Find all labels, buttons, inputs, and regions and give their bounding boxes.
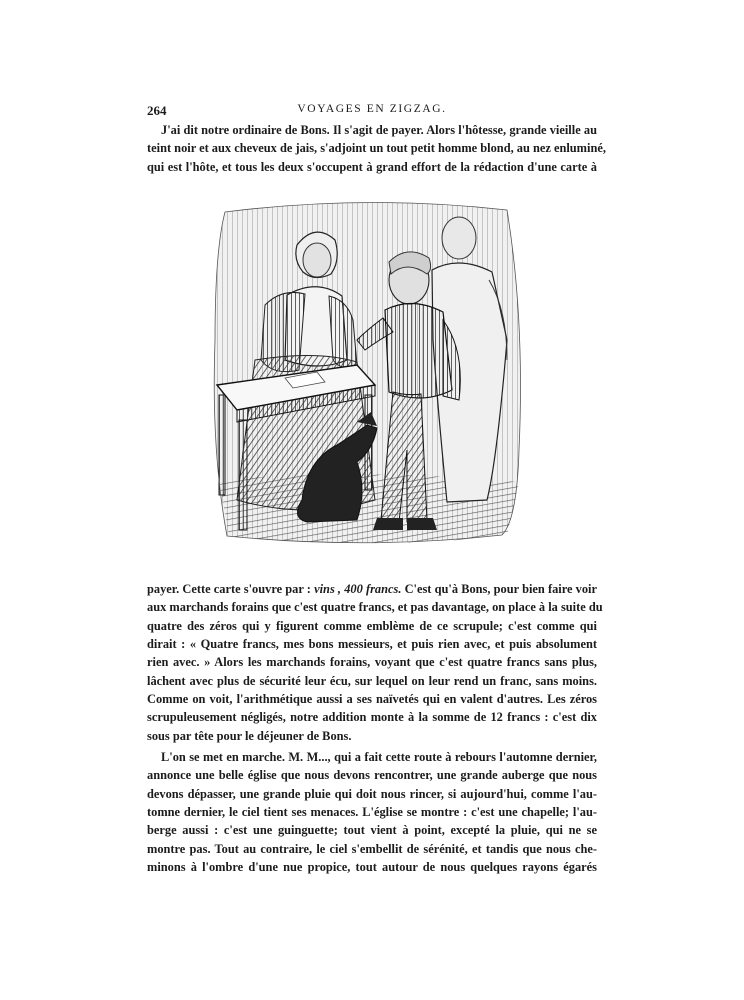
text-line: devons dépasser, une grande pluie qui doit nous rincer, si aujourd'hui, comme l'au-	[147, 786, 597, 801]
text-line: sous par tête pour le déjeuner de Bons.	[147, 728, 352, 743]
page-header	[147, 103, 597, 119]
text-line: minons à l'ombre d'une nue propice, tout autour de nous quelques rayons égarés	[147, 860, 597, 875]
text-line: berge aussi : c'est une guinguette; tout vient à point, excepté la pluie, qui ne se	[147, 823, 597, 838]
text-line: scrupuleusement négligés, notre addition monte à la somme de 12 francs : c'est dix	[147, 710, 597, 725]
text-line: tomne dernier, le ciel tient ses menaces. L'église se montre : c'est une chapelle; l'au-	[147, 805, 597, 820]
engraving-illustration	[207, 200, 525, 552]
text-segment: payer. Cette carte s'ouvre par :	[147, 582, 315, 596]
text-line: aux marchands forains que c'est quatre francs, et pas davantage, on place à la suite du	[147, 600, 603, 615]
running-title: VOYAGES EN ZIGZAG.	[297, 103, 447, 115]
text-line: rien avec. » Alors les marchands forains, voyant que c'est quatre francs sans plus,	[147, 655, 597, 670]
text-line: Comme on voit, l'arithmétique aussi a ses naïvetés qui en valent d'autres. Les zéros	[147, 692, 597, 707]
text-segment: C'est qu'à Bons, pour bien faire voir	[401, 582, 598, 596]
text-line	[147, 580, 597, 598]
paragraph-1	[147, 121, 606, 176]
text-line: J'ai dit notre ordinaire de Bons. Il s'agit de payer. Alors l'hôtesse, grande vieille au	[161, 123, 597, 137]
text-line: quatre des zéros qui y figurent comme emblème de ce scrupule; c'est comme qui	[147, 618, 597, 633]
text-line: montre pas. Tout au contraire, le ciel s'embellit de sérénité, et tandis que nous che-	[147, 841, 597, 856]
paragraph-3	[147, 748, 597, 876]
paragraph-2	[147, 580, 603, 745]
text-line: annonce une belle église que nous devons rencontrer, une grande auberge que nous	[147, 768, 597, 783]
text-line: qui est l'hôte, et tous les deux s'occupent à grand effort de la rédaction d'une carte à	[147, 159, 597, 174]
text-line: lâchent avec plus de sécurité leur écu, sur lequel on leur rend un franc, sans moins.	[147, 673, 597, 688]
page-number: 264	[147, 103, 167, 118]
text-line: dirait : « Quatre francs, mes bons messieurs, et puis rien avec, et puis absolument	[147, 637, 597, 652]
text-line: L'on se met en marche. M. M..., qui a fait cette route à rebours l'automne dernier,	[161, 750, 597, 764]
italic-phrase: vins , 400 francs.	[314, 582, 402, 596]
text-line: teint noir et aux cheveux de jais, s'adjoint un tout petit homme blond, au nez enluminé,	[147, 141, 606, 156]
